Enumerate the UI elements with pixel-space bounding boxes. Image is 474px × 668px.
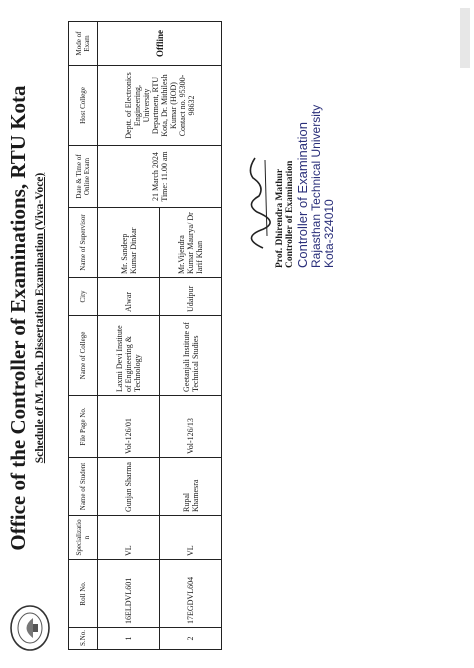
cell-supervisor: Mr.Vijendra Kumar Maurya/ Dr Iarif Khan: [160, 208, 222, 278]
column-header: Date & Time of Online Exam: [69, 146, 98, 208]
column-header: City: [69, 278, 98, 316]
cell-college: Laxmi Devi Institute of Engineering & Technology: [98, 316, 160, 396]
column-header: S.No.: [69, 628, 98, 650]
cell-host-college: Deptt. of Electronics Engineering, University Department, RTU Kota, Dr. Mithilesh Kumar (HOD) Contact no. 95300-98632: [98, 66, 222, 146]
column-header: Roll No.: [69, 560, 98, 628]
signature-block: [235, 18, 337, 268]
cell-roll-no: 17EGDVL604: [160, 560, 222, 628]
signatory-name: Prof. Dhirendra Mathur: [275, 168, 285, 268]
cell-city: Alwar: [98, 278, 160, 316]
stamp-line: Controller of Examination: [294, 122, 310, 268]
cell-file-page: Vol-126/01: [98, 396, 160, 458]
cell-supervisor: Mr. Sandeep Kumar Dinkar: [98, 208, 160, 278]
cell-college: Geetanjali Institute of Technical Studies: [160, 316, 222, 396]
column-header: Mode of Exam: [69, 22, 98, 66]
column-header: Name of Supervisor: [69, 208, 98, 278]
signatory-designation: Controller of Examination: [285, 160, 296, 268]
cell-student: Gunjan Sharma: [98, 458, 160, 516]
cell-mode: Offline: [98, 22, 222, 66]
stamp-line: Rajasthan Technical University: [309, 104, 324, 268]
cell-city: Udaipur: [160, 278, 222, 316]
cell-sno: 1: [98, 628, 160, 650]
cell-specialization: VL: [98, 516, 160, 560]
cell-file-page: Vol-126/13: [160, 396, 222, 458]
page-subtitle: Schedule of M. Tech. Dissertation Examination (Viva-Voce): [34, 172, 46, 464]
cell-sno: 2: [160, 628, 222, 650]
university-logo-icon: [8, 604, 52, 652]
page-title: Office of the Controller of Examinations, RTU Kota: [6, 85, 30, 551]
column-header: Name of Student: [69, 458, 98, 516]
table-header-row: [69, 22, 98, 650]
column-header: Specializatio n: [69, 516, 98, 560]
cell-datetime: 21 March 2024 Time: 11.00 am: [98, 146, 222, 208]
cell-student: Rupal Khamesra: [160, 458, 222, 516]
scanner-watermark: [460, 8, 470, 68]
column-header: Name of College: [69, 316, 98, 396]
schedule-table: [68, 21, 222, 650]
column-header: Host College: [69, 66, 98, 146]
cell-roll-no: 16ELDVL601: [98, 560, 160, 628]
table-row: [98, 22, 160, 650]
cell-specialization: VL: [160, 516, 222, 560]
signature-icon: [235, 146, 275, 256]
column-header: File Page No.: [69, 396, 98, 458]
stamp-line: Kota-324010: [322, 199, 337, 268]
